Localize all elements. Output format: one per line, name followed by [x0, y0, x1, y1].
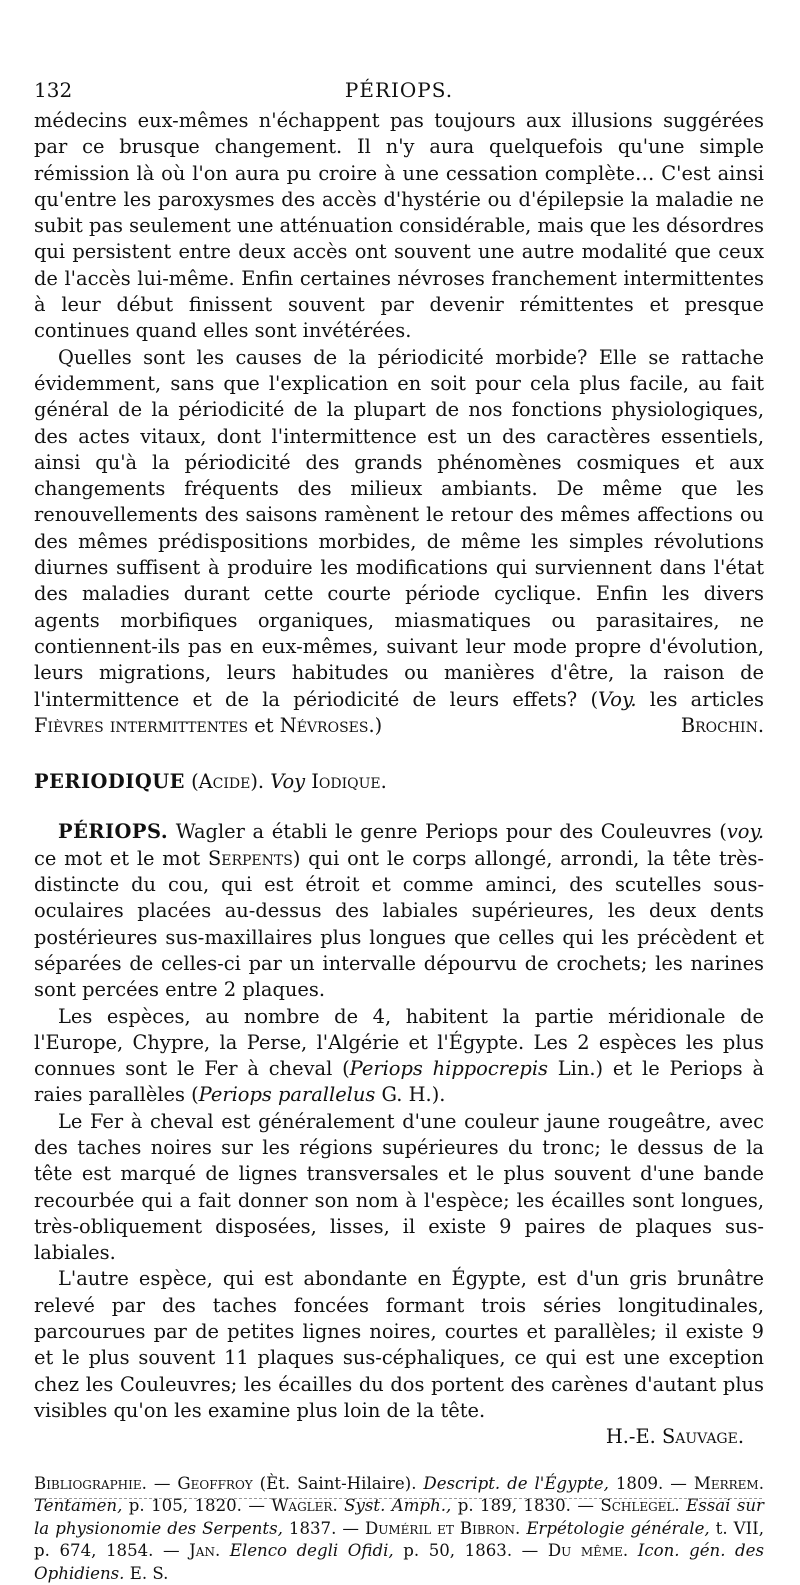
- author-signature: H.-E. Sauvage.: [605, 1425, 744, 1449]
- page-header: [34, 78, 764, 102]
- entry-periodique: PERIODIQUE (Acide). Voy Iodique.: [34, 770, 387, 794]
- entry-periops: PÉRIOPS. Wagler a établi le genre Periops pour des Couleuvres (voy. ce mot et le mot Serpents) qui ont le corps allongé, arrondi, la tête très-distincte du cou, qui est étroit et comme aminci, des scutelles sous-oculaires placées au-dessus des labiales supérieures, les deux dents postérieures sus-maxillaires plus longues que celles qui les précèdent et séparées de celles-ci par un intervalle dépourvu de crochets; les narines sont percées entre 2 plaques.: [34, 820, 764, 1002]
- bibliography: Bibliographie. — Geoffroy (Èt. Saint-Hilaire). Descript. de l'Égypte, 1809. — Merrem. Tentamen, p. 105, 1820. — Wagler. Syst. Amph., p. 189, 1830. — Schlegel. Essai sur la physionomie des Serpents, 1837. — Duméril et Bibron. Erpétologie générale, t. VII, p. 674, 1854. — Jan. Elenco degli Ofidi, p. 50, 1863. — Du même. Icon. gén. des Ophidiens. E. S.: [34, 1473, 765, 1583]
- bibliography-label: Bibliographie.: [34, 1473, 147, 1493]
- cross-reference: Serpents: [207, 846, 293, 870]
- entry-headword: PERIODIQUE: [34, 770, 185, 794]
- paragraph-autre-espece: L'autre espèce, qui est abondante en Égypte, est d'un gris brunâtre relevé par des taches foncées formant trois séries longitudinales, parcourues par de petites lignes noires, courtes et parallèles; il existe 9 et le plus souvent 11 plaques sus-céphaliques, ce qui est une exception chez les Couleuvres; les écailles du dos portent des carènes d'autant plus visibles qu'on les examine plus loin de la tête.: [34, 1267, 764, 1422]
- running-title: PÉRIOPS.: [344, 78, 454, 102]
- entry-headword: PÉRIOPS.: [58, 820, 169, 844]
- cross-reference: Iodique.: [305, 770, 387, 794]
- page: [34, 78, 764, 1585]
- author-signature: Brochin.: [680, 713, 764, 737]
- cross-reference: Fièvres intermittentes: [34, 713, 249, 737]
- species-name: Periops parallelus: [198, 1083, 376, 1107]
- paragraph-causes: Quelles sont les causes de la périodicité morbide? Elle se rattache évidemment, sans que l'explication en soit pour cela plus facile, au fait général de la périodicité de la plupart de nos fonctions physiologiques, des actes vitaux, dont l'intermittence est un des caractères essentiels, ainsi qu'à la périodicité des grands phénomènes cosmiques et aux changements fréquents des milieux ambiants. De même que les renouvellements des saisons ramènent le retour des mêmes affections ou des mêmes prédispositions morbides, de même les simples révolutions diurnes suffisent à produire les modifications qui surviennent dans l'état des maladies durant cette courte période cyclique. Enfin les divers agents morbifiques organiques, miasmatiques ou parasitaires, ne contiennent-ils pas en eux-mêmes, suivant leur mode propre d'évolution, leurs migrations, leurs habitudes ou manières d'être, la raison de l'intermittence et de la périodicité de leurs effets? (Voy. les articles Fièvres intermittentes et Névroses.) Brochin.: [34, 345, 764, 739]
- bottom-divider: [34, 1498, 762, 1499]
- species-name: Periops hippocrepis: [349, 1057, 548, 1081]
- paragraph-species: Les espèces, au nombre de 4, habitent la partie méridionale de l'Europe, Chypre, la Perse, l'Algérie et l'Égypte. Les 2 espèces les plus connues sont le Fer à cheval (Periops hippocrepis Lin.) et le Periops à raies parallèles (Periops parallelus G. H.).: [34, 1004, 765, 1107]
- page-number: 132: [34, 78, 73, 102]
- cross-reference: Névroses: [279, 713, 369, 737]
- paragraph-fer-a-cheval: Le Fer à cheval est généralement d'une couleur jaune rougeâtre, avec des taches noires sur les régions supérieures du tronc; le dessus de la tête est marqué de lignes transversales et le plus souvent d'une bande recourbée qui a fait donner son nom à l'espèce; les écailles sont longues, très-obliquement disposées, lisses, il existe 9 paires de plaques sus-labiales.: [34, 1109, 764, 1265]
- paragraph-continuation: médecins eux-mêmes n'échappent pas toujours aux illusions suggérées par ce brusque changement. Il n'y aura quelquefois qu'une simple rémission là où l'on aura pu croire à une cessation complète… C'est ainsi qu'entre les paroxysmes des accès d'hystérie ou d'épilepsie la maladie ne subit pas seulement une atténuation considérable, mais que les désordres qui persistent entre deux accès ont souvent une autre modalité que ceux de l'accès lui-même. Enfin certaines névroses franchement intermittentes à leur début finissent souvent par devenir rémittentes et presque continues quand elles sont invétérées.: [34, 109, 764, 343]
